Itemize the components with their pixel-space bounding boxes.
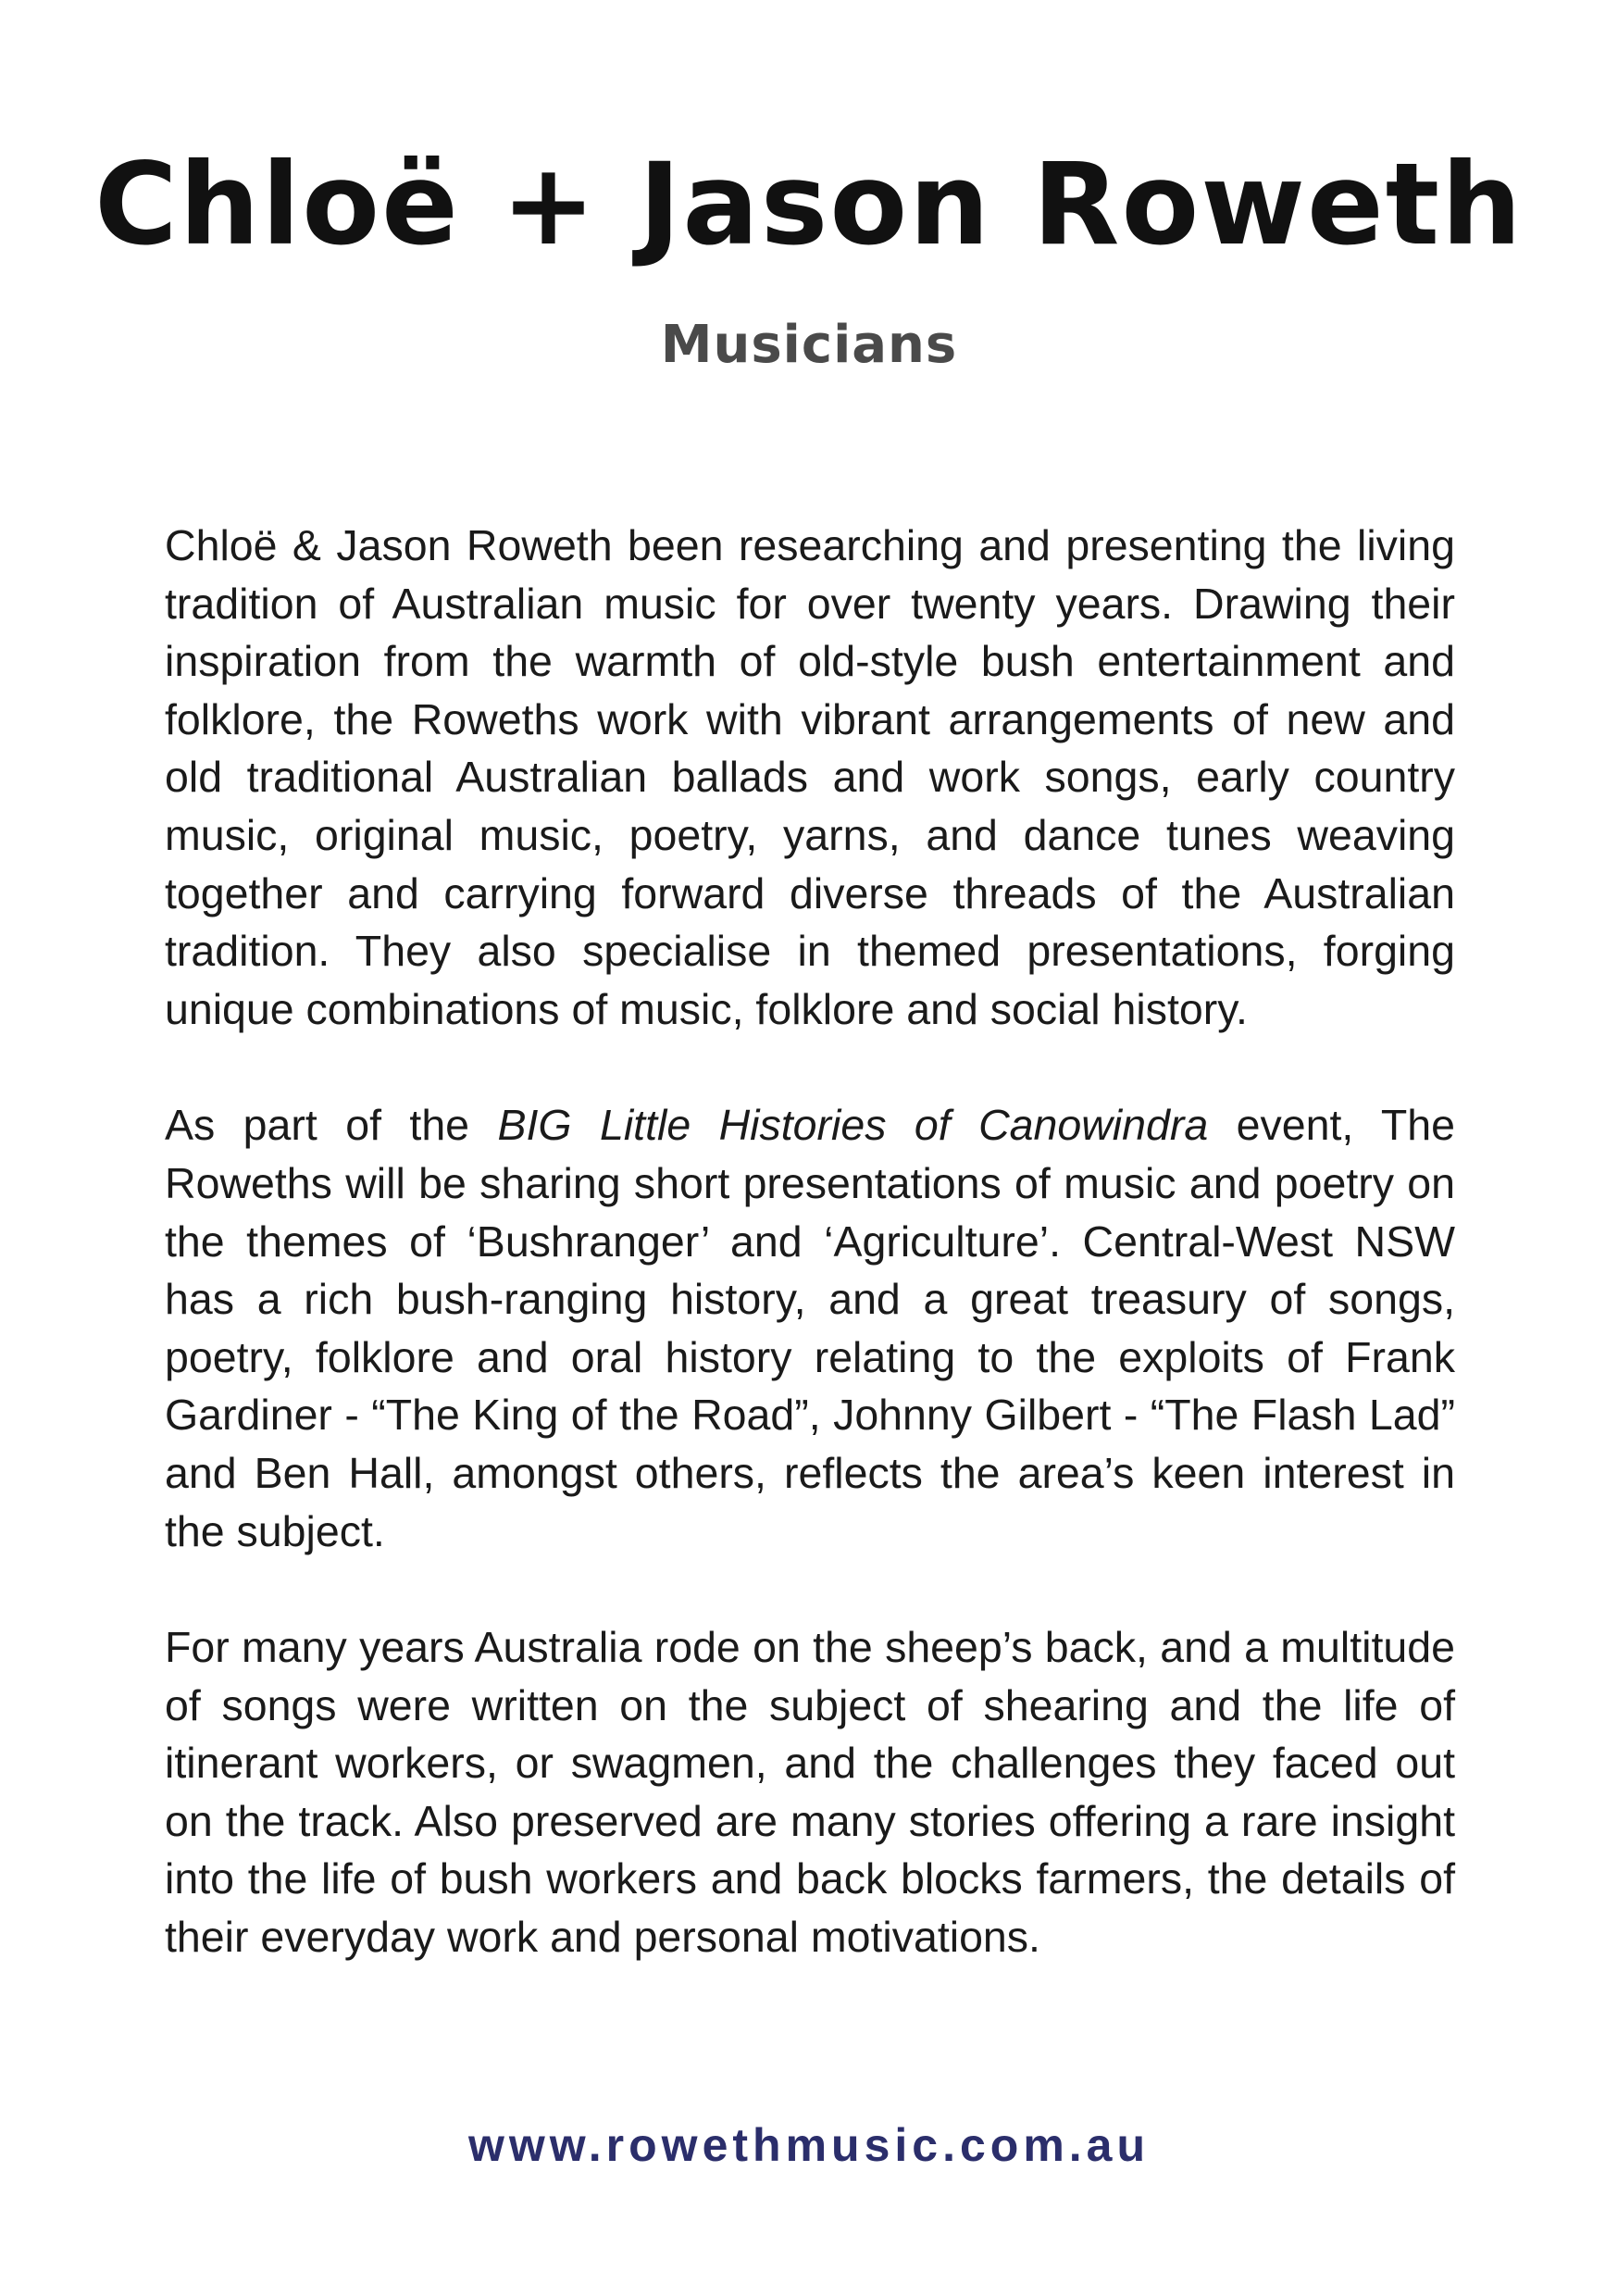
event-name: BIG Little Histories of Canowindra	[497, 1101, 1209, 1150]
paragraph-event-start: As part of the	[165, 1101, 498, 1150]
paragraph-event-rest: event, The Roweths will be sharing short presentations of music and poetry on the themes of ‘Bushranger’ and ‘Agriculture’. Central-West NSW has a rich bush-ranging history, and a great treasury of songs, poetry, folklore and oral history relating to the exploits of Frank Gardiner - “The King of the Road”, Johnny Gilbert - “The Flash Lad” and Ben Hall, amongst others, reflects the area’s keen interest in the subject.	[165, 1101, 1455, 1555]
body-text	[165, 517, 1455, 1966]
paragraph-intro: Chloë & Jason Roweth been researching and presenting the living tradition of Australian music for over twenty years. Drawing their inspiration from the warmth of old-style bush entertainment and folklore, the Roweths work with vibrant arrangements of new and old traditional Australian ballads and work songs, early country music, original music, poetry, yarns, and dance tunes weaving together and carrying forward diverse threads of the Australian tradition. They also specialise in themed presentations, forging unique combinations of music, folklore and social history.	[165, 521, 1455, 1033]
website-link[interactable]: www.rowethmusic.com.au	[467, 2119, 1151, 2171]
page-title: Chloë + Jason Roweth	[94, 139, 1524, 270]
paragraph-agriculture: For many years Australia rode on the sheep’s back, and a multitude of songs were written on the subject of shearing and the life of itinerant workers, or swagmen, and the challenges they faced out on the track. Also preserved are many stories offering a rare insight into the life of bush workers and back blocks farmers, the details of their everyday work and personal motivations.	[165, 1623, 1455, 1962]
paragraph-event	[165, 1096, 1455, 1560]
page-subtitle: Musicians	[660, 315, 958, 375]
